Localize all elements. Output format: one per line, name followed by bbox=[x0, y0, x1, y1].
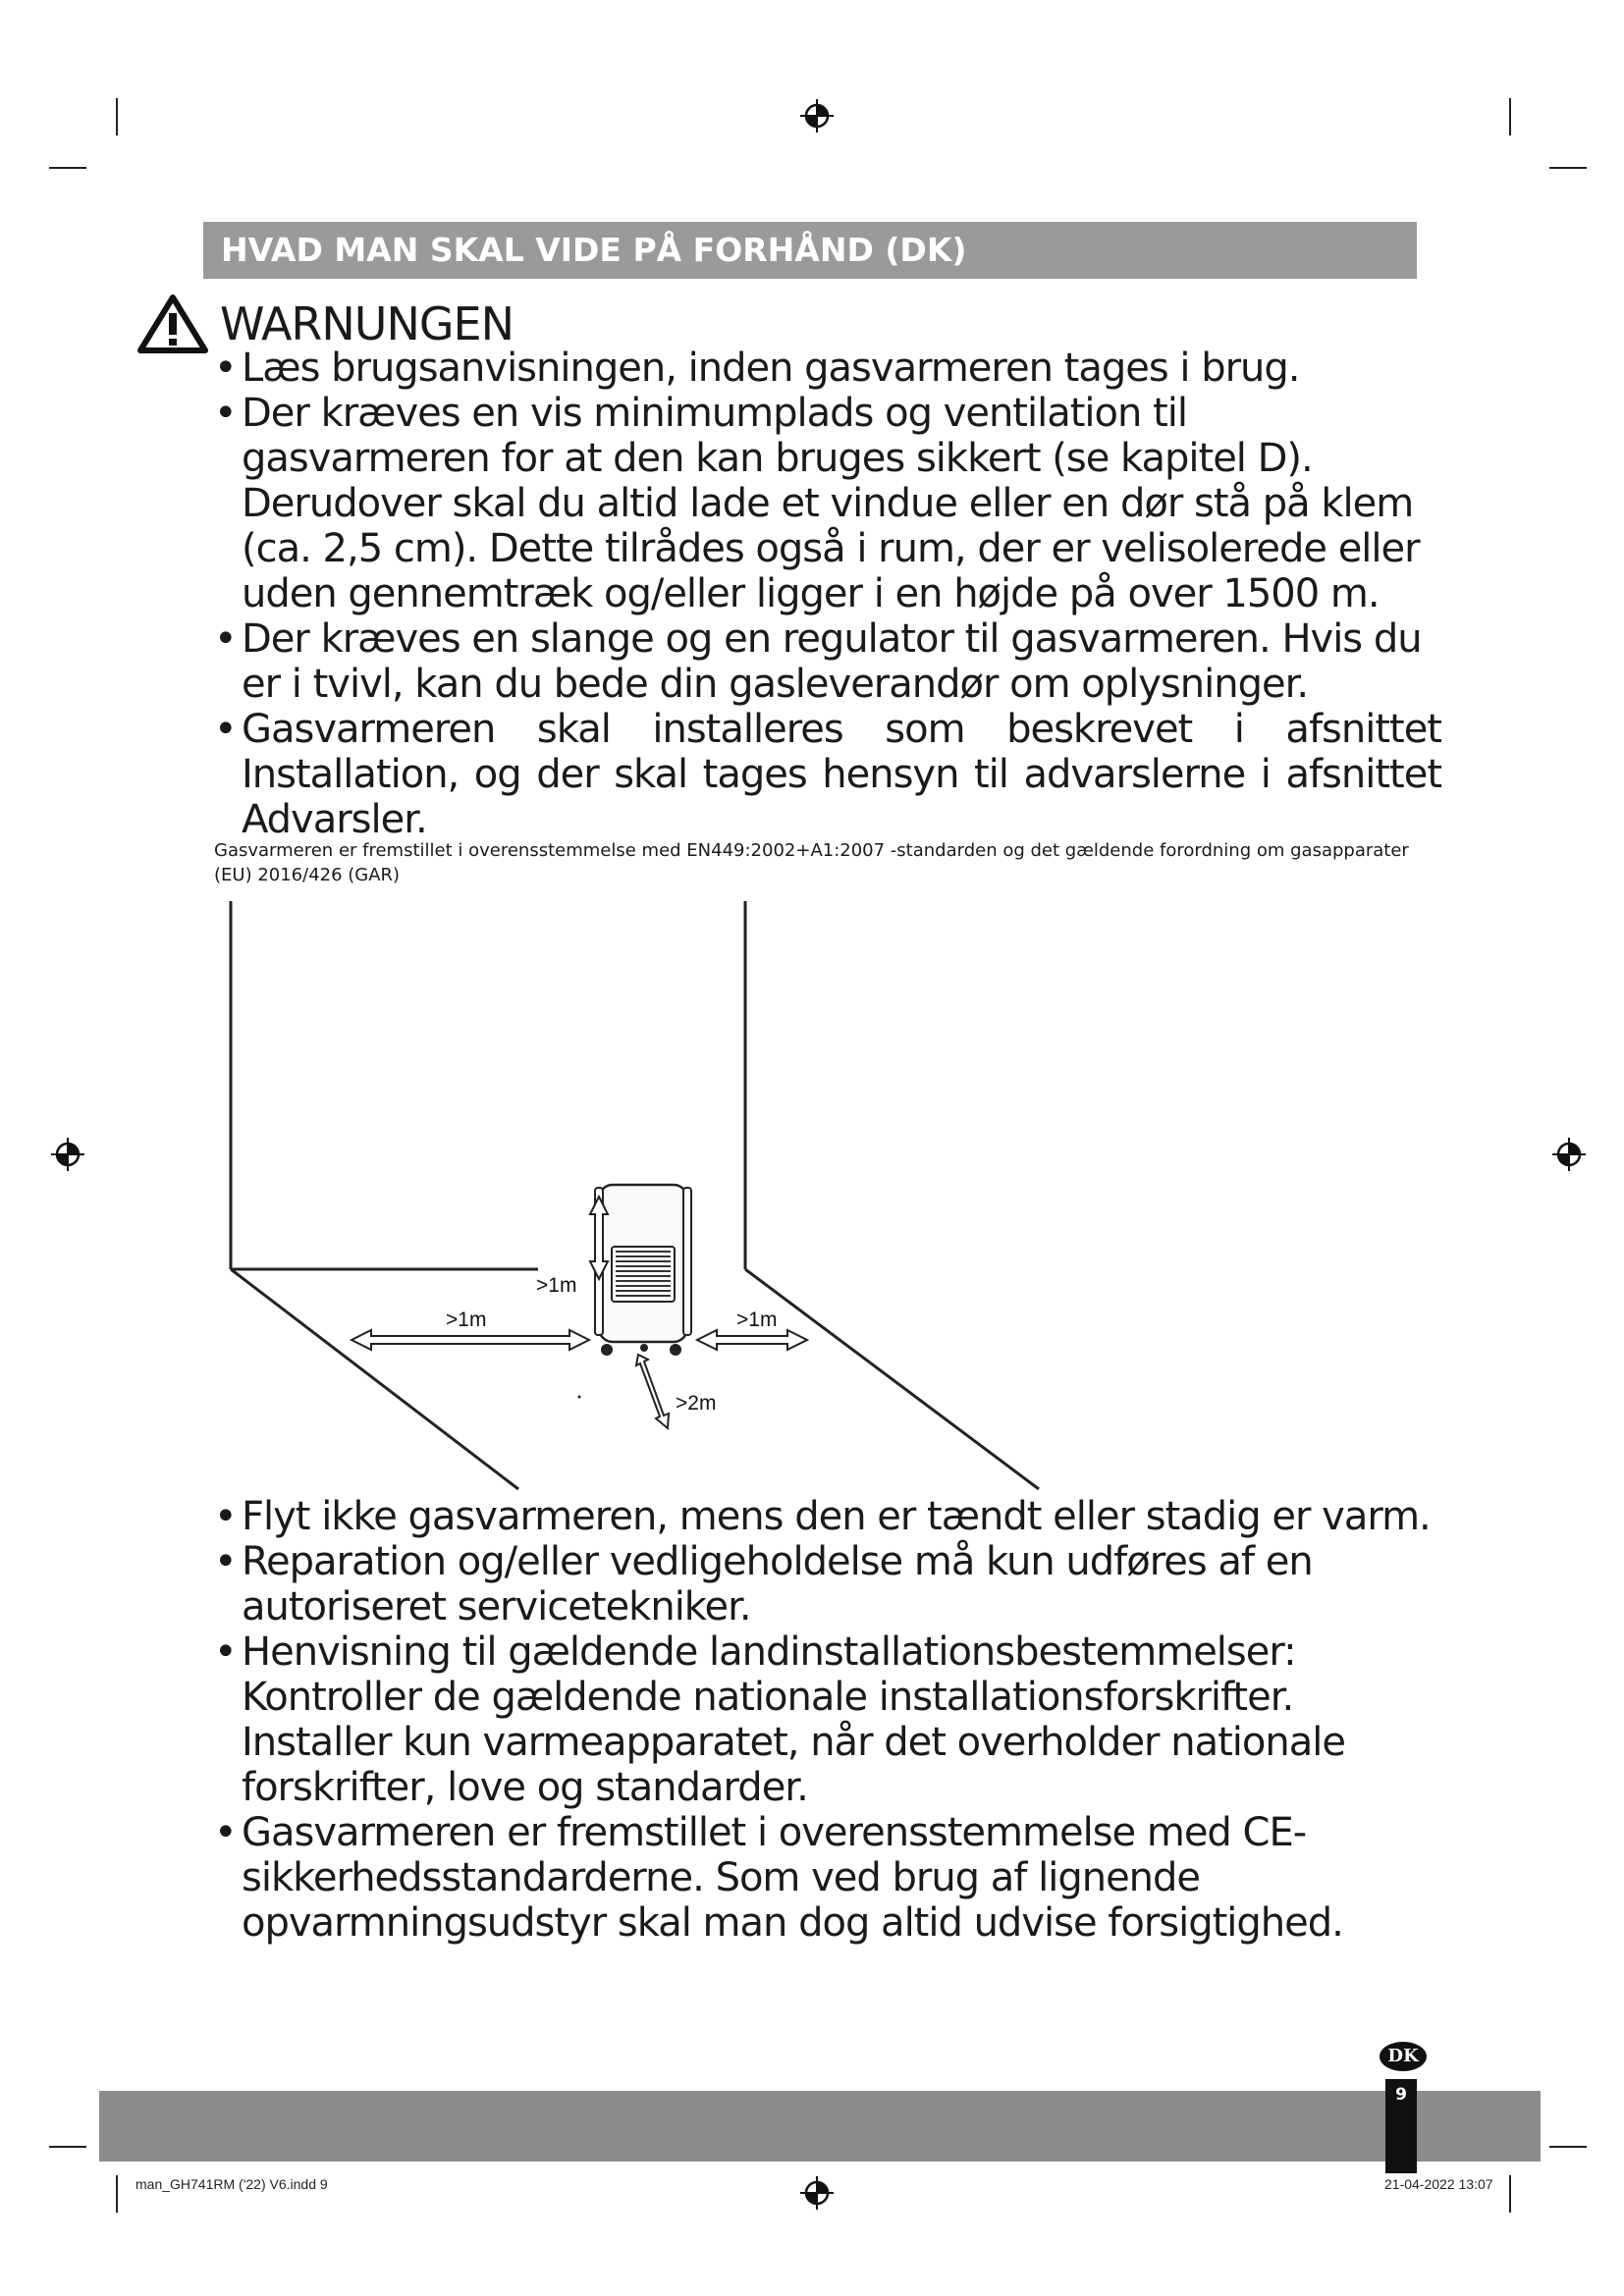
list-item: • Reparation og/eller vedligeholdelse må kun udføres af en autoriseret servicetekniker. bbox=[214, 1539, 1441, 1629]
crop-mark bbox=[49, 167, 86, 169]
crop-mark bbox=[49, 2146, 86, 2148]
language-badge: DK bbox=[1380, 2042, 1427, 2071]
crop-mark bbox=[116, 2175, 118, 2213]
warning-triangle-icon bbox=[137, 294, 208, 354]
safety-list bbox=[214, 1494, 1441, 1946]
list-item: • Der kræves en slange og en regulator til gasvarmeren. Hvis du er i tvivl, kan du bede din gasleverandør om oplysninger. bbox=[214, 616, 1441, 707]
page-number: 9 bbox=[1385, 2079, 1417, 2173]
crop-mark bbox=[1509, 2175, 1511, 2213]
list-item: • Gasvarmeren er fremstillet i overensstemmelse med CE-sikkerhedsstandarderne. Som ved brug af lignende opvarmningsudstyr skal man dog altid udvise forsigtighed. bbox=[214, 1810, 1441, 1946]
date-slug: 21-04-2022 13:07 bbox=[1384, 2176, 1493, 2192]
list-item: • Henvisning til gældende landinstallationsbestemmelser: Kontroller de gældende nationale installationsforskrifter. Installer kun varmeapparatet, når det overholder nationale forskrifter, love og standarder. bbox=[214, 1629, 1441, 1810]
registration-mark-icon bbox=[50, 1137, 85, 1172]
list-item: • Flyt ikke gasvarmeren, mens den er tændt eller stadig er varm. bbox=[214, 1494, 1441, 1539]
floor-line bbox=[745, 1269, 1039, 1489]
crop-mark bbox=[1549, 167, 1587, 169]
footer-bar bbox=[99, 2091, 1541, 2162]
floor-line bbox=[231, 1269, 518, 1489]
arrow-front bbox=[636, 1355, 669, 1428]
arrow-left bbox=[352, 1330, 589, 1350]
warning-title: WARNUNGEN bbox=[220, 297, 514, 350]
clearance-label-front: >2m bbox=[676, 1392, 717, 1415]
registration-mark-icon bbox=[799, 2175, 835, 2211]
file-slug: man_GH741RM ('22) V6.indd 9 bbox=[135, 2176, 328, 2192]
list-item: • Gasvarmeren skal installeres som beskrevet i afsnittet Installation, og der skal tages hensyn til advarslerne i afsnittet Advarsler. bbox=[214, 707, 1441, 842]
registration-mark-icon bbox=[799, 98, 835, 133]
crop-mark bbox=[1549, 2146, 1587, 2148]
compliance-note: Gasvarmeren er fremstillet i overensstemmelse med EN449:2002+A1:2007 -standarden og det gældende forordning om gasapparater (EU) 2016/426 (GAR) bbox=[214, 840, 1409, 885]
heater-illustration bbox=[595, 1185, 691, 1356]
registration-mark-icon bbox=[1551, 1137, 1587, 1172]
clearance-label-left: >1m bbox=[446, 1308, 487, 1331]
arrow-right bbox=[697, 1330, 807, 1350]
warning-list bbox=[214, 346, 1441, 842]
list-item: • Læs brugsanvisningen, inden gasvarmeren tages i brug. bbox=[214, 346, 1441, 391]
section-title: HVAD MAN SKAL VIDE PÅ FORHÅND (DK) bbox=[203, 222, 1417, 279]
crop-mark bbox=[116, 98, 118, 135]
clearance-label-right: >1m bbox=[736, 1308, 778, 1331]
clearance-diagram bbox=[214, 898, 1078, 1507]
crop-mark bbox=[1509, 98, 1511, 135]
list-item: • Der kræves en vis minimumplads og ventilation til gasvarmeren for at den kan bruges sikkert (se kapitel D). Derudover skal du altid lade et vindue eller en dør stå på klem (ca. 2,5 cm). Dette tilrådes også i rum, der er velisolerede eller uden gennemtræk og/eller ligger i en højde på over 1500 m. bbox=[214, 391, 1441, 616]
clearance-label-top: >1m bbox=[536, 1274, 577, 1297]
